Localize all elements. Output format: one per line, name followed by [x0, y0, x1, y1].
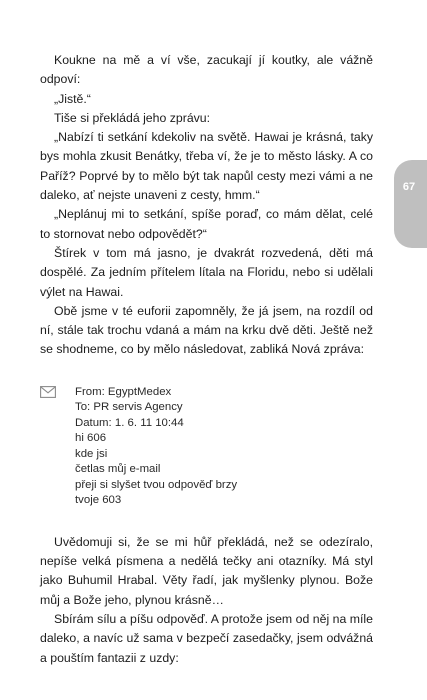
email-message [40, 385, 373, 509]
email-date: Datum: 1. 6. 11 10:44 [75, 416, 184, 429]
email-signature: tvoje 603 [75, 494, 122, 507]
paragraph: Obě jsme v té euforii zapomněly, že já jsem, na rozdíl od ní, stále tak trochu vdaná a mám na krku dvě děti. Ještě než se shodneme, co by mělo následovat, zabliká Nová zpráva: [40, 303, 373, 357]
paragraph: Koukne na mě a ví vše, zacukají jí koutky, ale vážně odpoví: [40, 53, 373, 87]
email-body-line: přeji si slyšet tvou odpověď brzy [75, 478, 238, 491]
page-number: 67 [402, 181, 416, 193]
email-body-line: četlas můj e-mail [75, 463, 161, 476]
page-thumb-tab [394, 160, 427, 248]
paragraph: Tiše si překládá jeho zprávu: [54, 110, 211, 125]
paragraph: Štírek v tom má jasno, je dvakrát rozvedená, děti má dospělé. Za jedním přítelem lítala na Floridu, nebo si udělali výlet na Hawai. [40, 245, 373, 299]
paragraph: Sbírám sílu a píšu odpověď. A protože jsem od něj na míle daleko, a navíc už sama v bezpečí zasedačky, jsem odvážná a pouštím fantazii z uzdy: [40, 611, 373, 665]
paragraph: „Neplánuj mi to setkání, spíše poraď, co mám dělat, celé to stornovat nebo odpovědět?“ [40, 207, 373, 241]
email-to: To: PR servis Agency [75, 401, 183, 414]
envelope-icon [40, 386, 56, 398]
paragraph: „Jistě.“ [54, 91, 91, 106]
book-page-text [40, 51, 373, 668]
paragraph: „Nabízí ti setkání kdekoliv na světě. Hawai je krásná, taky bys mohla zkusit Benátky, třeba ví, že je to město lásky. A co Paříž? Poprvé by to mělo být tak napůl cesty mezi vámi a ne daleko, ať nejste unaveni z cesty, hmm.“ [40, 130, 373, 203]
email-from: From: EgyptMedex [75, 385, 172, 398]
email-body-line: kde jsi [75, 447, 108, 460]
paragraph: Uvědomuji si, že se mi hůř překládá, než se odezíralo, nepíše velká písmena a nedělá tečky ani otazníky. Má styl jako Buhumil Hrabal. Věty řadí, jak myšlenky plynou. Bože můj a Bože jeho, plynou krásně… [40, 534, 373, 607]
email-body-line: hi 606 [75, 432, 107, 445]
